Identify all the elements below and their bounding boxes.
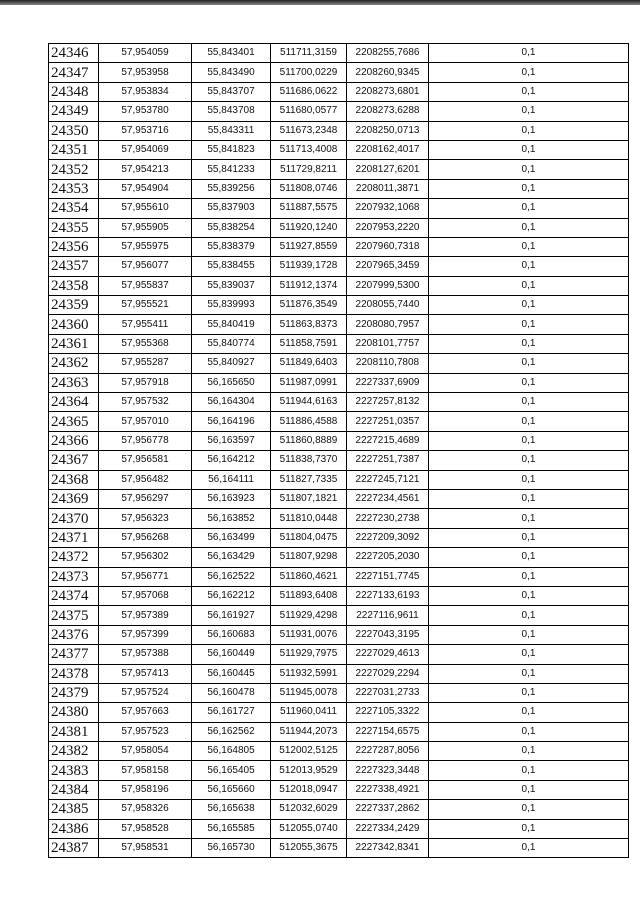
cell-coord-y: 2227251,0357 (347, 412, 429, 431)
cell-coord-y: 2208250,0713 (347, 121, 429, 140)
cell-coord-y: 2227154,6575 (347, 722, 429, 741)
table-row (49, 237, 629, 256)
cell-longitude: 55,839037 (192, 276, 271, 295)
cell-point-number: 24361 (49, 334, 99, 353)
cell-coord-y: 2227234,4561 (347, 489, 429, 508)
cell-accuracy: 0,1 (429, 625, 629, 644)
table-row (49, 160, 629, 179)
cell-longitude: 56,163923 (192, 489, 271, 508)
cell-coord-x: 511686,0622 (271, 82, 347, 101)
table-row (49, 373, 629, 392)
cell-coord-x: 511929,7975 (271, 645, 347, 664)
cell-coord-y: 2227031,2733 (347, 683, 429, 702)
cell-coord-y: 2227116,9611 (347, 606, 429, 625)
cell-coord-x: 511860,8889 (271, 431, 347, 450)
cell-point-number: 24371 (49, 528, 99, 547)
cell-coord-x: 511860,4621 (271, 567, 347, 586)
table-row (49, 102, 629, 121)
cell-coord-x: 511927,8559 (271, 237, 347, 256)
table-row (49, 548, 629, 567)
cell-accuracy: 0,1 (429, 645, 629, 664)
cell-accuracy: 0,1 (429, 800, 629, 819)
cell-longitude: 55,843490 (192, 63, 271, 82)
cell-latitude: 57,955975 (99, 237, 192, 256)
cell-coord-x: 511931,0076 (271, 625, 347, 644)
cell-point-number: 24370 (49, 509, 99, 528)
cell-point-number: 24386 (49, 819, 99, 838)
table-row (49, 761, 629, 780)
cell-coord-y: 2208055,7440 (347, 296, 429, 315)
cell-point-number: 24365 (49, 412, 99, 431)
cell-coord-x: 511700,0229 (271, 63, 347, 82)
cell-coord-y: 2227338,4921 (347, 780, 429, 799)
cell-longitude: 56,163499 (192, 528, 271, 547)
cell-accuracy: 0,1 (429, 683, 629, 702)
cell-point-number: 24383 (49, 761, 99, 780)
cell-latitude: 57,956077 (99, 257, 192, 276)
cell-point-number: 24368 (49, 470, 99, 489)
cell-longitude: 56,165650 (192, 373, 271, 392)
cell-accuracy: 0,1 (429, 257, 629, 276)
cell-coord-x: 511920,1240 (271, 218, 347, 237)
cell-longitude: 56,165405 (192, 761, 271, 780)
cell-longitude: 56,162562 (192, 722, 271, 741)
cell-coord-x: 511680,0577 (271, 102, 347, 121)
table-row (49, 431, 629, 450)
cell-longitude: 55,839993 (192, 296, 271, 315)
cell-accuracy: 0,1 (429, 296, 629, 315)
cell-coord-x: 512055,3675 (271, 839, 347, 858)
cell-latitude: 57,956302 (99, 548, 192, 567)
cell-longitude: 55,843707 (192, 82, 271, 101)
cell-accuracy: 0,1 (429, 742, 629, 761)
cell-longitude: 56,160445 (192, 664, 271, 683)
cell-coord-y: 2208260,9345 (347, 63, 429, 82)
cell-accuracy: 0,1 (429, 548, 629, 567)
cell-point-number: 24349 (49, 102, 99, 121)
table-row (49, 586, 629, 605)
cell-latitude: 57,954213 (99, 160, 192, 179)
cell-coord-y: 2227230,2738 (347, 509, 429, 528)
cell-point-number: 24374 (49, 586, 99, 605)
cell-latitude: 57,957532 (99, 393, 192, 412)
cell-point-number: 24362 (49, 354, 99, 373)
cell-coord-x: 511838,7370 (271, 451, 347, 470)
cell-point-number: 24372 (49, 548, 99, 567)
cell-latitude: 57,955411 (99, 315, 192, 334)
cell-point-number: 24376 (49, 625, 99, 644)
cell-latitude: 57,957918 (99, 373, 192, 392)
cell-coord-x: 512032,6029 (271, 800, 347, 819)
cell-coord-x: 511886,4588 (271, 412, 347, 431)
cell-coord-y: 2227133,6193 (347, 586, 429, 605)
cell-point-number: 24359 (49, 296, 99, 315)
cell-longitude: 56,162212 (192, 586, 271, 605)
cell-coord-y: 2227029,4613 (347, 645, 429, 664)
cell-longitude: 55,838379 (192, 237, 271, 256)
cell-coord-x: 511713,4008 (271, 140, 347, 159)
cell-point-number: 24348 (49, 82, 99, 101)
cell-point-number: 24379 (49, 683, 99, 702)
cell-accuracy: 0,1 (429, 63, 629, 82)
cell-coord-y: 2207953,2220 (347, 218, 429, 237)
cell-accuracy: 0,1 (429, 451, 629, 470)
table-row (49, 664, 629, 683)
cell-coord-y: 2227029,2294 (347, 664, 429, 683)
table-row (49, 393, 629, 412)
cell-point-number: 24351 (49, 140, 99, 159)
cell-accuracy: 0,1 (429, 315, 629, 334)
table-row (49, 199, 629, 218)
cell-coord-y: 2227215,4689 (347, 431, 429, 450)
cell-longitude: 56,165585 (192, 819, 271, 838)
table-row (49, 296, 629, 315)
cell-coord-x: 511960,0411 (271, 703, 347, 722)
cell-latitude: 57,953958 (99, 63, 192, 82)
cell-coord-y: 2227209,3092 (347, 528, 429, 547)
cell-accuracy: 0,1 (429, 509, 629, 528)
cell-coord-y: 2227323,3448 (347, 761, 429, 780)
table-row (49, 470, 629, 489)
cell-accuracy: 0,1 (429, 567, 629, 586)
cell-point-number: 24352 (49, 160, 99, 179)
cell-accuracy: 0,1 (429, 761, 629, 780)
cell-coord-x: 511945,0078 (271, 683, 347, 702)
cell-accuracy: 0,1 (429, 489, 629, 508)
cell-latitude: 57,958531 (99, 839, 192, 858)
table-row (49, 412, 629, 431)
cell-point-number: 24375 (49, 606, 99, 625)
cell-point-number: 24364 (49, 393, 99, 412)
cell-coord-y: 2208101,7757 (347, 334, 429, 353)
cell-coord-x: 511807,1821 (271, 489, 347, 508)
cell-longitude: 56,160478 (192, 683, 271, 702)
cell-coord-y: 2227342,8341 (347, 839, 429, 858)
cell-latitude: 57,954904 (99, 179, 192, 198)
cell-longitude: 56,165730 (192, 839, 271, 858)
cell-coord-x: 511987,0991 (271, 373, 347, 392)
cell-latitude: 57,958528 (99, 819, 192, 838)
table-row (49, 839, 629, 858)
cell-latitude: 57,957663 (99, 703, 192, 722)
table-row (49, 218, 629, 237)
cell-point-number: 24347 (49, 63, 99, 82)
table-row (49, 140, 629, 159)
cell-latitude: 57,954069 (99, 140, 192, 159)
cell-latitude: 57,954059 (99, 44, 192, 63)
cell-coord-y: 2227251,7387 (347, 451, 429, 470)
cell-point-number: 24385 (49, 800, 99, 819)
cell-longitude: 55,841233 (192, 160, 271, 179)
cell-latitude: 57,958054 (99, 742, 192, 761)
cell-coord-y: 2208127,6201 (347, 160, 429, 179)
cell-coord-y: 2227105,3322 (347, 703, 429, 722)
table-row (49, 276, 629, 295)
cell-coord-x: 511929,4298 (271, 606, 347, 625)
cell-longitude: 56,161927 (192, 606, 271, 625)
cell-longitude: 55,838455 (192, 257, 271, 276)
cell-accuracy: 0,1 (429, 102, 629, 121)
cell-accuracy: 0,1 (429, 528, 629, 547)
cell-latitude: 57,955905 (99, 218, 192, 237)
table-row (49, 121, 629, 140)
cell-coord-x: 511807,9298 (271, 548, 347, 567)
cell-coord-y: 2227205,2030 (347, 548, 429, 567)
cell-coord-x: 511863,8373 (271, 315, 347, 334)
cell-accuracy: 0,1 (429, 44, 629, 63)
cell-accuracy: 0,1 (429, 199, 629, 218)
cell-accuracy: 0,1 (429, 586, 629, 605)
cell-longitude: 55,843311 (192, 121, 271, 140)
cell-point-number: 24355 (49, 218, 99, 237)
cell-longitude: 56,164196 (192, 412, 271, 431)
cell-latitude: 57,957010 (99, 412, 192, 431)
table-row (49, 645, 629, 664)
cell-point-number: 24367 (49, 451, 99, 470)
cell-accuracy: 0,1 (429, 703, 629, 722)
cell-point-number: 24346 (49, 44, 99, 63)
cell-latitude: 57,957523 (99, 722, 192, 741)
cell-point-number: 24382 (49, 742, 99, 761)
cell-latitude: 57,953716 (99, 121, 192, 140)
cell-accuracy: 0,1 (429, 121, 629, 140)
cell-latitude: 57,953780 (99, 102, 192, 121)
cell-coord-y: 2208273,6288 (347, 102, 429, 121)
cell-accuracy: 0,1 (429, 722, 629, 741)
cell-accuracy: 0,1 (429, 140, 629, 159)
cell-coord-x: 511893,6408 (271, 586, 347, 605)
table-row (49, 528, 629, 547)
cell-longitude: 55,840927 (192, 354, 271, 373)
cell-accuracy: 0,1 (429, 470, 629, 489)
cell-coord-x: 511673,2348 (271, 121, 347, 140)
table-row (49, 606, 629, 625)
cell-coord-y: 2227043,3195 (347, 625, 429, 644)
cell-longitude: 56,160449 (192, 645, 271, 664)
cell-coord-x: 512013,9529 (271, 761, 347, 780)
cell-latitude: 57,955521 (99, 296, 192, 315)
cell-point-number: 24366 (49, 431, 99, 450)
cell-accuracy: 0,1 (429, 237, 629, 256)
cell-latitude: 57,956771 (99, 567, 192, 586)
cell-point-number: 24363 (49, 373, 99, 392)
cell-coord-y: 2227257,8132 (347, 393, 429, 412)
cell-accuracy: 0,1 (429, 606, 629, 625)
cell-coord-y: 2227334,2429 (347, 819, 429, 838)
cell-coord-y: 2207960,7318 (347, 237, 429, 256)
table-row (49, 451, 629, 470)
cell-coord-y: 2227151,7745 (347, 567, 429, 586)
cell-coord-y: 2207932,1068 (347, 199, 429, 218)
cell-longitude: 56,163852 (192, 509, 271, 528)
table-row (49, 703, 629, 722)
table-row (49, 722, 629, 741)
cell-coord-y: 2208162,4017 (347, 140, 429, 159)
cell-coord-x: 511944,6163 (271, 393, 347, 412)
cell-point-number: 24354 (49, 199, 99, 218)
cell-longitude: 55,840774 (192, 334, 271, 353)
cell-latitude: 57,957524 (99, 683, 192, 702)
table-row (49, 257, 629, 276)
table-row (49, 742, 629, 761)
cell-latitude: 57,957068 (99, 586, 192, 605)
cell-latitude: 57,955287 (99, 354, 192, 373)
cell-latitude: 57,958196 (99, 780, 192, 799)
cell-coord-y: 2208110,7808 (347, 354, 429, 373)
cell-longitude: 55,843708 (192, 102, 271, 121)
cell-accuracy: 0,1 (429, 82, 629, 101)
cell-latitude: 57,958326 (99, 800, 192, 819)
cell-coord-x: 511808,0746 (271, 179, 347, 198)
cell-coord-y: 2208080,7957 (347, 315, 429, 334)
scan-top-edge (0, 0, 640, 5)
cell-accuracy: 0,1 (429, 664, 629, 683)
cell-latitude: 57,957388 (99, 645, 192, 664)
table-row (49, 567, 629, 586)
cell-longitude: 56,163429 (192, 548, 271, 567)
cell-longitude: 56,163597 (192, 431, 271, 450)
cell-coord-x: 511827,7335 (271, 470, 347, 489)
cell-point-number: 24381 (49, 722, 99, 741)
cell-coord-y: 2208255,7686 (347, 44, 429, 63)
cell-accuracy: 0,1 (429, 334, 629, 353)
cell-point-number: 24360 (49, 315, 99, 334)
cell-coord-x: 511944,2073 (271, 722, 347, 741)
cell-longitude: 56,164212 (192, 451, 271, 470)
cell-point-number: 24377 (49, 645, 99, 664)
cell-coord-x: 512018,0947 (271, 780, 347, 799)
cell-longitude: 56,162522 (192, 567, 271, 586)
table-row (49, 82, 629, 101)
table-row (49, 63, 629, 82)
cell-coord-x: 512002,5125 (271, 742, 347, 761)
table-row (49, 509, 629, 528)
cell-latitude: 57,956482 (99, 470, 192, 489)
table-row (49, 44, 629, 63)
cell-coord-x: 511932,5991 (271, 664, 347, 683)
cell-longitude: 55,838254 (192, 218, 271, 237)
table-row (49, 683, 629, 702)
cell-longitude: 56,164805 (192, 742, 271, 761)
cell-longitude: 56,165638 (192, 800, 271, 819)
table-row (49, 354, 629, 373)
table-row (49, 334, 629, 353)
cell-latitude: 57,955837 (99, 276, 192, 295)
cell-longitude: 56,164304 (192, 393, 271, 412)
cell-accuracy: 0,1 (429, 839, 629, 858)
cell-longitude: 55,837903 (192, 199, 271, 218)
cell-coord-x: 511810,0448 (271, 509, 347, 528)
cell-accuracy: 0,1 (429, 393, 629, 412)
cell-point-number: 24387 (49, 839, 99, 858)
cell-coord-y: 2227337,6909 (347, 373, 429, 392)
cell-longitude: 56,160683 (192, 625, 271, 644)
table-row (49, 315, 629, 334)
cell-coord-x: 511858,7591 (271, 334, 347, 353)
cell-point-number: 24357 (49, 257, 99, 276)
cell-coord-x: 511887,5575 (271, 199, 347, 218)
cell-accuracy: 0,1 (429, 780, 629, 799)
cell-latitude: 57,956581 (99, 451, 192, 470)
table-row (49, 819, 629, 838)
cell-coord-y: 2207999,5300 (347, 276, 429, 295)
cell-latitude: 57,953834 (99, 82, 192, 101)
cell-coord-x: 511711,3159 (271, 44, 347, 63)
cell-accuracy: 0,1 (429, 354, 629, 373)
cell-coord-y: 2227245,7121 (347, 470, 429, 489)
cell-latitude: 57,955368 (99, 334, 192, 353)
table-row (49, 625, 629, 644)
cell-latitude: 57,956268 (99, 528, 192, 547)
cell-latitude: 57,956323 (99, 509, 192, 528)
cell-coord-x: 511849,6403 (271, 354, 347, 373)
cell-accuracy: 0,1 (429, 412, 629, 431)
cell-accuracy: 0,1 (429, 276, 629, 295)
cell-latitude: 57,957389 (99, 606, 192, 625)
coordinates-table (48, 43, 629, 858)
table-row (49, 489, 629, 508)
cell-latitude: 57,958158 (99, 761, 192, 780)
cell-point-number: 24356 (49, 237, 99, 256)
cell-point-number: 24380 (49, 703, 99, 722)
cell-latitude: 57,957413 (99, 664, 192, 683)
cell-longitude: 56,165660 (192, 780, 271, 799)
cell-coord-y: 2207965,3459 (347, 257, 429, 276)
cell-latitude: 57,956297 (99, 489, 192, 508)
cell-coord-x: 512055,0740 (271, 819, 347, 838)
table-row (49, 800, 629, 819)
cell-coord-x: 511804,0475 (271, 528, 347, 547)
cell-longitude: 55,841823 (192, 140, 271, 159)
coordinates-table-body (49, 44, 629, 858)
cell-longitude: 55,839256 (192, 179, 271, 198)
cell-latitude: 57,957399 (99, 625, 192, 644)
cell-coord-y: 2208273,6801 (347, 82, 429, 101)
cell-coord-y: 2227287,8056 (347, 742, 429, 761)
cell-coord-x: 511729,8211 (271, 160, 347, 179)
cell-accuracy: 0,1 (429, 179, 629, 198)
table-row (49, 179, 629, 198)
cell-longitude: 55,843401 (192, 44, 271, 63)
cell-latitude: 57,956778 (99, 431, 192, 450)
cell-latitude: 57,955610 (99, 199, 192, 218)
cell-coord-x: 511912,1374 (271, 276, 347, 295)
cell-point-number: 24378 (49, 664, 99, 683)
cell-point-number: 24369 (49, 489, 99, 508)
cell-accuracy: 0,1 (429, 431, 629, 450)
cell-point-number: 24358 (49, 276, 99, 295)
cell-longitude: 56,161727 (192, 703, 271, 722)
cell-longitude: 55,840419 (192, 315, 271, 334)
cell-accuracy: 0,1 (429, 819, 629, 838)
cell-point-number: 24384 (49, 780, 99, 799)
table-row (49, 780, 629, 799)
cell-coord-y: 2208011,3871 (347, 179, 429, 198)
cell-coord-y: 2227337,2862 (347, 800, 429, 819)
cell-accuracy: 0,1 (429, 373, 629, 392)
cell-point-number: 24353 (49, 179, 99, 198)
cell-coord-x: 511939,1728 (271, 257, 347, 276)
cell-accuracy: 0,1 (429, 218, 629, 237)
cell-point-number: 24373 (49, 567, 99, 586)
cell-coord-x: 511876,3549 (271, 296, 347, 315)
cell-accuracy: 0,1 (429, 160, 629, 179)
cell-point-number: 24350 (49, 121, 99, 140)
cell-longitude: 56,164111 (192, 470, 271, 489)
